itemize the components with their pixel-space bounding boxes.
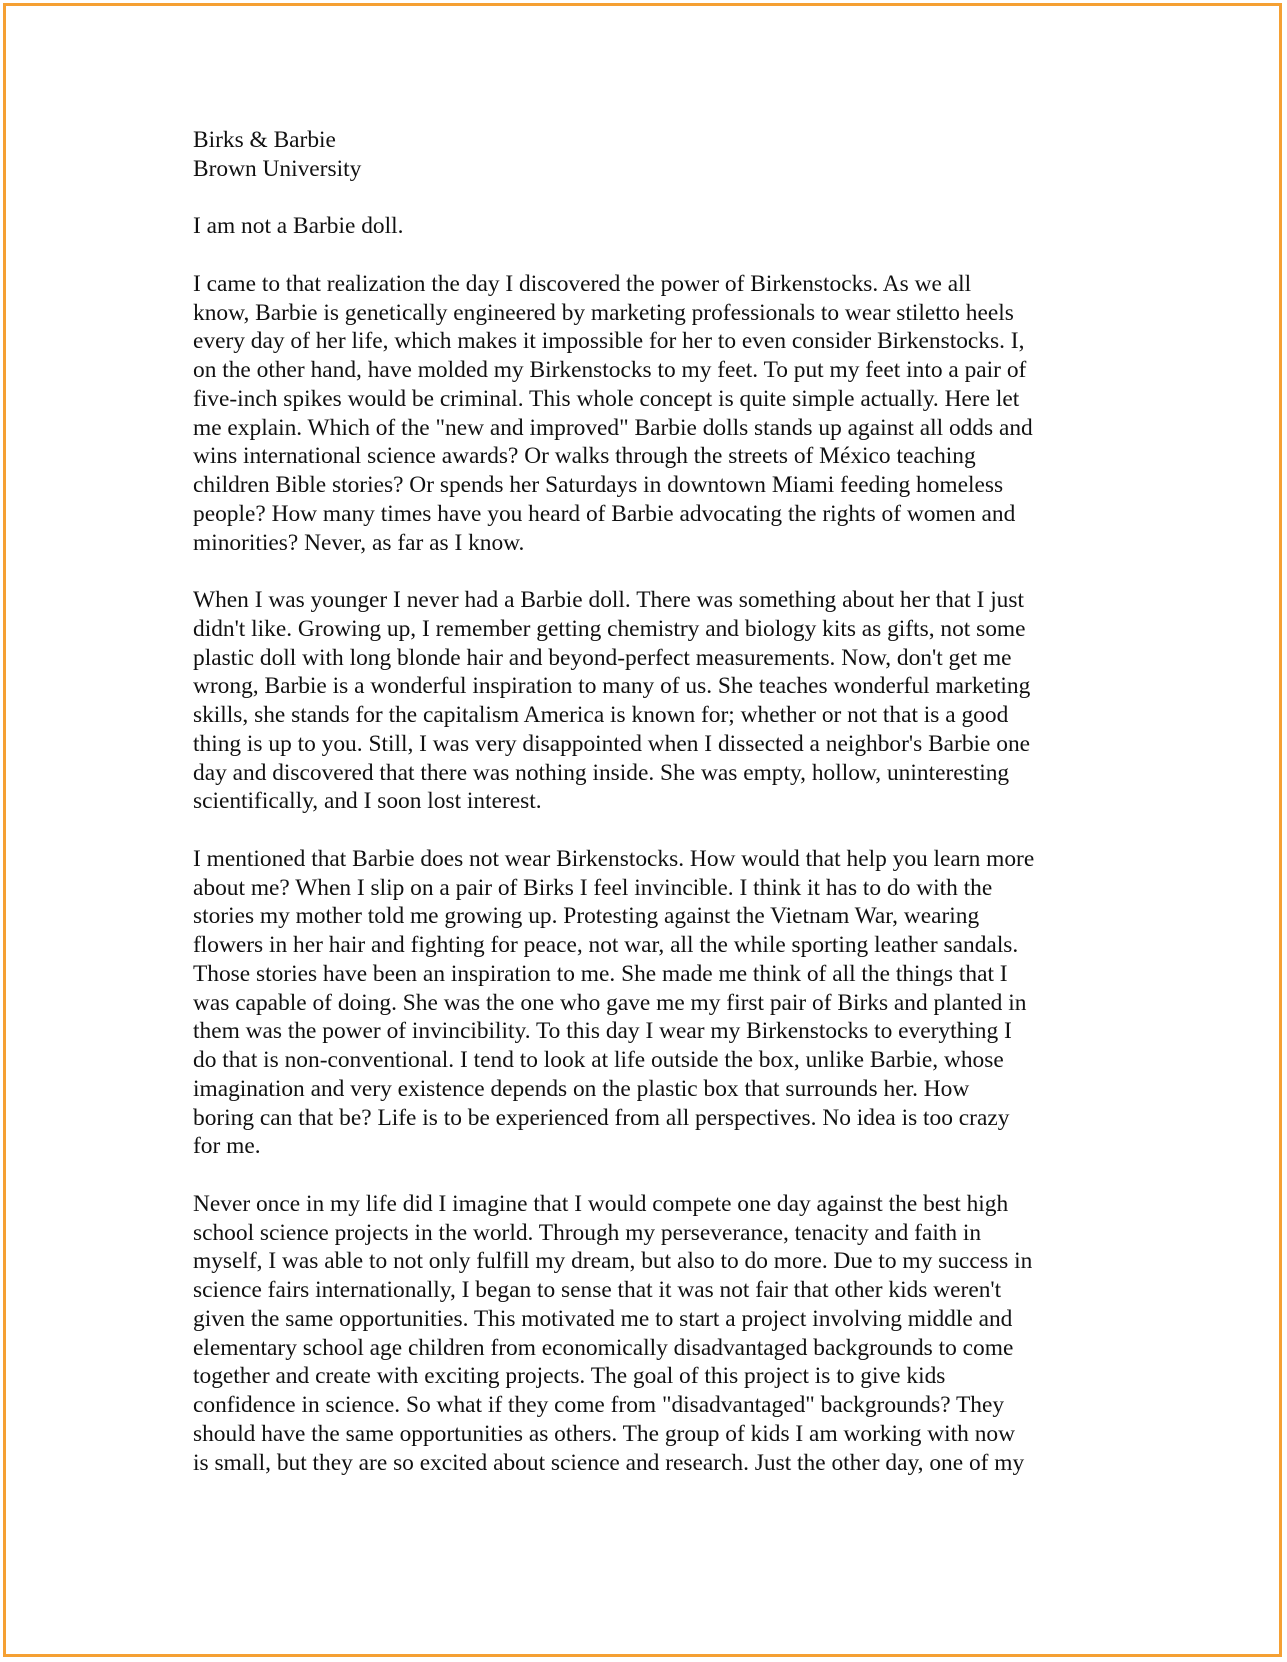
paragraph-line: scientifically, and I soon lost interest. (193, 788, 542, 815)
paragraph-line: about me? When I slip on a pair of Birks I feel invincible. I think it has to do with the (193, 874, 993, 901)
paragraph-line: I mentioned that Barbie does not wear Birkenstocks. How would that help you learn more (193, 845, 1035, 872)
paragraph-2 (193, 586, 1108, 816)
paragraph-line: them was the power of invincibility. To this day I wear my Birkenstocks to everything I (193, 1018, 1012, 1045)
paragraph-line: children Bible stories? Or spends her Saturdays in downtown Miami feeding homeless (193, 472, 1004, 498)
paragraph-3 (193, 845, 1108, 1161)
paragraph-line: When I was younger I never had a Barbie doll. There was something about her that I just (193, 587, 1024, 613)
paragraph-line: on the other hand, have molded my Birkenstocks to my feet. To put my feet into a pair of (193, 357, 1027, 383)
paragraph-line: myself, I was able to not only fulfill my dream, but also to do more. Due to my success in (193, 1248, 1033, 1275)
paragraph-line: confidence in science. So what if they come from "disadvantaged" backgrounds? They (193, 1392, 1005, 1418)
paragraph-line: thing is up to you. Still, I was very disappointed when I dissected a neighbor's Barbie one (193, 730, 1031, 757)
paragraph-line: know, Barbie is genetically engineered by marketing professionals to wear stiletto heels (193, 299, 1014, 326)
paragraph-line: plastic doll with long blonde hair and beyond-perfect measurements. Now, don't get me (193, 644, 1012, 671)
paragraph-line: minorities? Never, as far as I know. (193, 529, 525, 556)
spacer (193, 816, 1108, 845)
paragraph-line: skills, she stands for the capitalism America is known for; whether or not that is a good (193, 702, 1009, 728)
paragraph-line: every day of her life, which makes it impossible for her to even consider Birkenstocks. I, (193, 328, 1025, 355)
paragraph-line: wrong, Barbie is a wonderful inspiration to many of us. She teaches wonderful marketing (193, 673, 1031, 700)
paragraph-line: for me. (193, 1133, 261, 1160)
school-name: Brown University (193, 155, 362, 182)
essay-title: Birks & Barbie (193, 127, 336, 153)
paragraph-line: Those stories have been an inspiration to me. She made me think of all the things that I (193, 960, 1008, 987)
opening-line: I am not a Barbie doll. (193, 213, 404, 240)
paragraph-line: me explain. Which of the "new and improved" Barbie dolls stands up against all odds and (193, 414, 1033, 441)
paragraph-line: is small, but they are so excited about science and research. Just the other day, one of my (193, 1449, 1025, 1476)
paragraph-line: day and discovered that there was nothing inside. She was empty, hollow, uninteresting (193, 759, 1010, 786)
spacer (193, 184, 1108, 213)
paragraph-line: five-inch spikes would be criminal. This whole concept is quite simple actually. Here let (193, 385, 1020, 412)
paragraph-line: school science projects in the world. Through my perseverance, tenacity and faith in (193, 1219, 982, 1246)
essay-document (193, 126, 1108, 1477)
spacer (193, 557, 1108, 586)
paragraph-line: didn't like. Growing up, I remember getting chemistry and biology kits as gifts, not some (193, 615, 1026, 642)
paragraph-line: I came to that realization the day I discovered the power of Birkenstocks. As we all (193, 270, 972, 297)
paragraph-line: boring can that be? Life is to be experienced from all perspectives. No idea is too crazy (193, 1104, 1010, 1131)
paragraph-4 (193, 1190, 1108, 1478)
paragraph-line: do that is non-conventional. I tend to look at life outside the box, unlike Barbie, whose (193, 1047, 1004, 1073)
paragraph-line: together and create with exciting projects. The goal of this project is to give kids (193, 1363, 946, 1390)
paragraph-line: should have the same opportunities as others. The group of kids I am working with now (193, 1420, 1016, 1447)
paragraph-line: elementary school age children from economically disadvantaged backgrounds to come (193, 1334, 1014, 1361)
paragraph-line: imagination and very existence depends on the plastic box that surrounds her. How (193, 1075, 970, 1102)
paragraph-line: Never once in my life did I imagine that I would compete one day against the best high (193, 1190, 1009, 1217)
paragraph-line: was capable of doing. She was the one who gave me my first pair of Birks and planted in (193, 989, 1027, 1016)
spacer (193, 241, 1108, 270)
paragraph-line: people? How many times have you heard of Barbie advocating the rights of women and (193, 500, 1016, 527)
paragraph-line: flowers in her hair and fighting for peace, not war, all the while sporting leather sandals. (193, 932, 1019, 958)
spacer (193, 1161, 1108, 1190)
paragraph-line: science fairs internationally, I began to sense that it was not fair that other kids weren't (193, 1277, 1002, 1303)
paragraph-line: wins international science awards? Or walks through the streets of México teaching (193, 443, 976, 470)
paragraph-1 (193, 270, 1108, 558)
paragraph-line: given the same opportunities. This motivated me to start a project involving middle and (193, 1305, 1013, 1332)
paragraph-line: stories my mother told me growing up. Protesting against the Vietnam War, wearing (193, 903, 980, 930)
